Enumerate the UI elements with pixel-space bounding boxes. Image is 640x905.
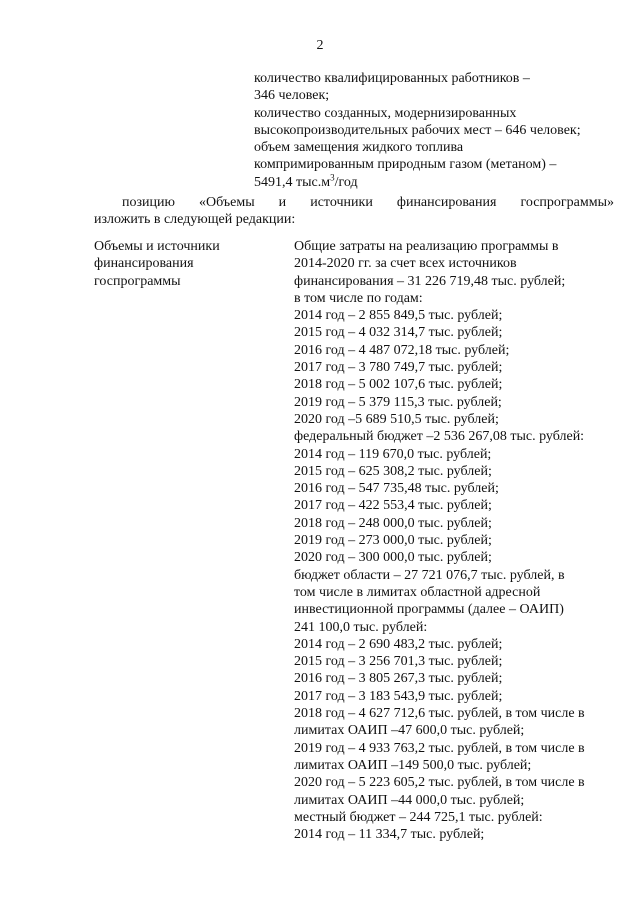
indicator-line: количество созданных, модернизированных	[254, 105, 517, 121]
funding-line: 2019 год – 273 000,0 тыс. рублей;	[294, 533, 492, 549]
page-number: 2	[316, 38, 324, 53]
funding-line: лимитах ОАИП –149 500,0 тыс. рублей;	[294, 757, 532, 773]
volume-value: 5491,4 тыс.м	[254, 174, 331, 190]
position-label	[94, 238, 269, 290]
funding-line: 2016 год – 547 735,48 тыс. рублей;	[294, 481, 499, 497]
funding-line: 2015 год – 625 308,2 тыс. рублей;	[294, 463, 492, 479]
funding-line: местный бюджет – 244 725,1 тыс. рублей:	[294, 809, 543, 825]
unit-suffix: /год	[334, 174, 358, 190]
funding-line: 2014 год – 2 855 849,5 тыс. рублей;	[294, 308, 503, 324]
indicator-line-last	[254, 174, 624, 191]
funding-line: федеральный бюджет –2 536 267,08 тыс. рублей:	[294, 429, 585, 445]
label-line: Объемы и источники	[94, 239, 220, 254]
funding-line: 2019 год – 5 379 115,3 тыс. рублей;	[294, 394, 502, 410]
funding-line: 2016 год – 4 487 072,18 тыс. рублей;	[294, 342, 510, 358]
funding-line: 241 100,0 тыс. рублей:	[294, 619, 428, 635]
funding-line: бюджет области – 27 721 076,7 тыс. рублей, в	[294, 567, 565, 583]
indicator-line: высокопроизводительных рабочих мест – 646 человек;	[254, 122, 581, 138]
funding-line: финансирования – 31 226 719,48 тыс. рублей;	[294, 273, 566, 289]
funding-line: 2014 год – 119 670,0 тыс. рублей;	[294, 446, 492, 462]
indicators-list	[254, 70, 624, 191]
indicator-line: 346 человек;	[254, 88, 330, 104]
funding-line: 2019 год – 4 933 763,2 тыс. рублей, в том числе в	[294, 740, 585, 756]
intro-paragraph	[94, 194, 614, 229]
funding-line: 2014 год – 11 334,7 тыс. рублей;	[294, 827, 485, 843]
funding-line: лимитах ОАИП –47 600,0 тыс. рублей;	[294, 723, 525, 739]
funding-line: 2017 год – 422 553,4 тыс. рублей;	[294, 498, 492, 514]
funding-line: 2015 год – 4 032 314,7 тыс. рублей;	[294, 325, 503, 341]
funding-line: 2020 год –5 689 510,5 тыс. рублей;	[294, 411, 499, 427]
funding-line: 2014 год – 2 690 483,2 тыс. рублей;	[294, 636, 503, 652]
funding-text	[294, 238, 624, 843]
intro-line-1: позицию «Объемы и источники финансирования госпрограммы»	[122, 195, 614, 210]
funding-line: 2016 год – 3 805 267,3 тыс. рублей;	[294, 671, 503, 687]
indicator-line: компримированным природным газом (метаном) –	[254, 157, 557, 173]
indicator-line: количество квалифицированных работников –	[254, 71, 530, 86]
funding-line: том числе в лимитах областной адресной	[294, 584, 541, 600]
label-line: госпрограммы	[94, 273, 181, 289]
funding-line: в том числе по годам:	[294, 290, 423, 306]
funding-line: 2020 год – 5 223 605,2 тыс. рублей, в том числе в	[294, 775, 585, 791]
funding-line: 2017 год – 3 183 543,9 тыс. рублей;	[294, 688, 503, 704]
funding-line: 2015 год – 3 256 701,3 тыс. рублей;	[294, 654, 503, 670]
funding-line: лимитах ОАИП –44 000,0 тыс. рублей;	[294, 792, 525, 808]
funding-line: 2014-2020 гг. за счет всех источников	[294, 256, 517, 272]
intro-line-2: изложить в следующей редакции:	[94, 212, 296, 228]
funding-line: 2017 год – 3 780 749,7 тыс. рублей;	[294, 360, 503, 376]
label-line: финансирования	[94, 256, 194, 272]
funding-line: 2020 год – 300 000,0 тыс. рублей;	[294, 550, 492, 566]
funding-line: Общие затраты на реализацию программы в	[294, 239, 559, 254]
funding-line: 2018 год – 4 627 712,6 тыс. рублей, в том числе в	[294, 706, 585, 722]
unit-superscript: 3	[330, 172, 335, 183]
funding-line: инвестиционной программы (далее – ОАИП)	[294, 602, 564, 618]
funding-line: 2018 год – 248 000,0 тыс. рублей;	[294, 515, 492, 531]
funding-line: 2018 год – 5 002 107,6 тыс. рублей;	[294, 377, 503, 393]
indicator-line: объем замещения жидкого топлива	[254, 140, 464, 156]
